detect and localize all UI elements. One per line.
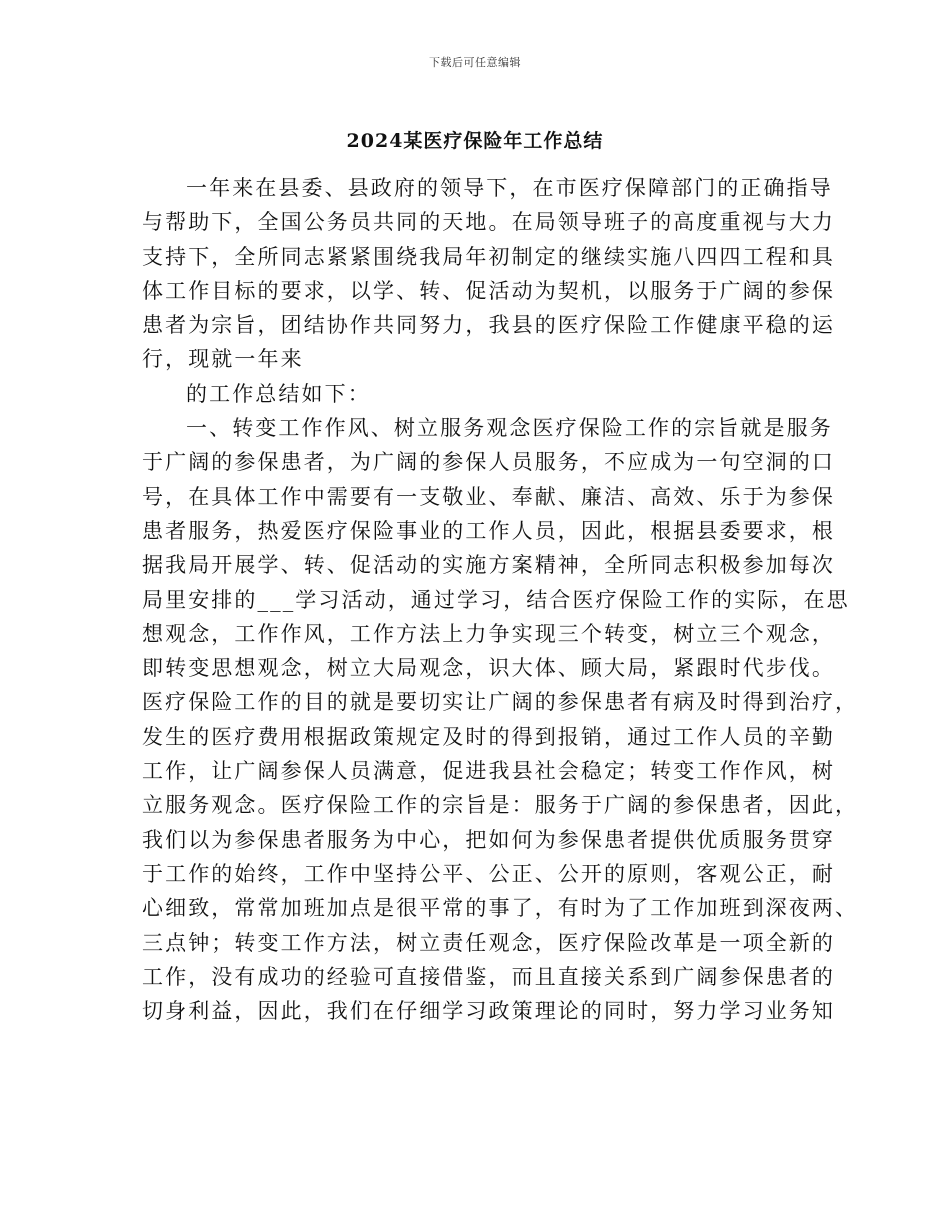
body-text-line: 一、转变工作作风、树立服务观念医疗保险工作的宗旨就是服务	[186, 416, 833, 441]
body-text-line: 工作，没有成功的经验可直接借鉴，而且直接关系到广阔参保患者的	[142, 964, 835, 989]
body-text-line: 局里安排的___学习活动，通过学习，结合医疗保险工作的实际，在思	[142, 587, 850, 612]
body-text-line: 体工作目标的要求，以学、转、促活动为契机，以服务于广阔的参保	[142, 278, 835, 303]
body-text-line: 行，现就一年来	[142, 347, 304, 372]
body-text-line: 的工作总结如下：	[186, 381, 371, 406]
document-title: 2024某医疗保险年工作总结	[346, 130, 604, 152]
body-text-line: 患者服务，热爱医疗保险事业的工作人员，因此，根据县委要求，根	[142, 518, 835, 543]
document-body	[142, 171, 859, 1028]
body-text-line: 想观念，工作作风，工作方法上力争实现三个转变，树立三个观念，	[142, 621, 835, 646]
body-text-line: 立服务观念。医疗保险工作的宗旨是：服务于广阔的参保患者，因此，	[142, 793, 859, 818]
body-text-line: 号，在具体工作中需要有一支敬业、奉献、廉洁、高效、乐于为参保	[142, 484, 835, 509]
body-text-line: 发生的医疗费用根据政策规定及时的得到报销，通过工作人员的辛勤	[142, 724, 835, 749]
body-text-line: 我们以为参保患者服务为中心，把如何为参保患者提供优质服务贯穿	[142, 827, 835, 852]
body-text-line: 患者为宗旨，团结协作共同努力，我县的医疗保险工作健康平稳的运	[142, 313, 835, 338]
body-text-line: 与帮助下，全国公务员共同的天地。在局领导班子的高度重视与大力	[142, 210, 835, 235]
body-text-line: 心细致，常常加班加点是很平常的事了，有时为了工作加班到深夜两、	[142, 896, 859, 921]
body-text-line: 据我局开展学、转、促活动的实施方案精神，全所同志积极参加每次	[142, 553, 835, 578]
body-text-line: 支持下，全所同志紧紧围绕我局年初制定的继续实施八四四工程和具	[142, 244, 835, 269]
body-text-line: 切身利益，因此，我们在仔细学习政策理论的同时，努力学习业务知	[142, 999, 835, 1024]
body-text-line: 工作，让广阔参保人员满意，促进我县社会稳定；转变工作作风，树	[142, 759, 835, 784]
body-text-line: 医疗保险工作的目的就是要切实让广阔的参保患者有病及时得到治疗，	[142, 690, 859, 715]
body-text-line: 于广阔的参保患者，为广阔的参保人员服务，不应成为一句空洞的口	[142, 450, 835, 475]
body-text-line: 于工作的始终，工作中坚持公平、公正、公开的原则，客观公正，耐	[142, 861, 835, 886]
body-text-line: 即转变思想观念，树立大局观念，识大体、顾大局，紧跟时代步伐。	[142, 656, 835, 681]
body-text-line: 一年来在县委、县政府的领导下，在市医疗保障部门的正确指导	[186, 176, 833, 200]
body-text-line: 三点钟；转变工作方法，树立责任观念，医疗保险改革是一项全新的	[142, 930, 835, 955]
header-note: 下载后可任意编辑	[429, 56, 521, 69]
